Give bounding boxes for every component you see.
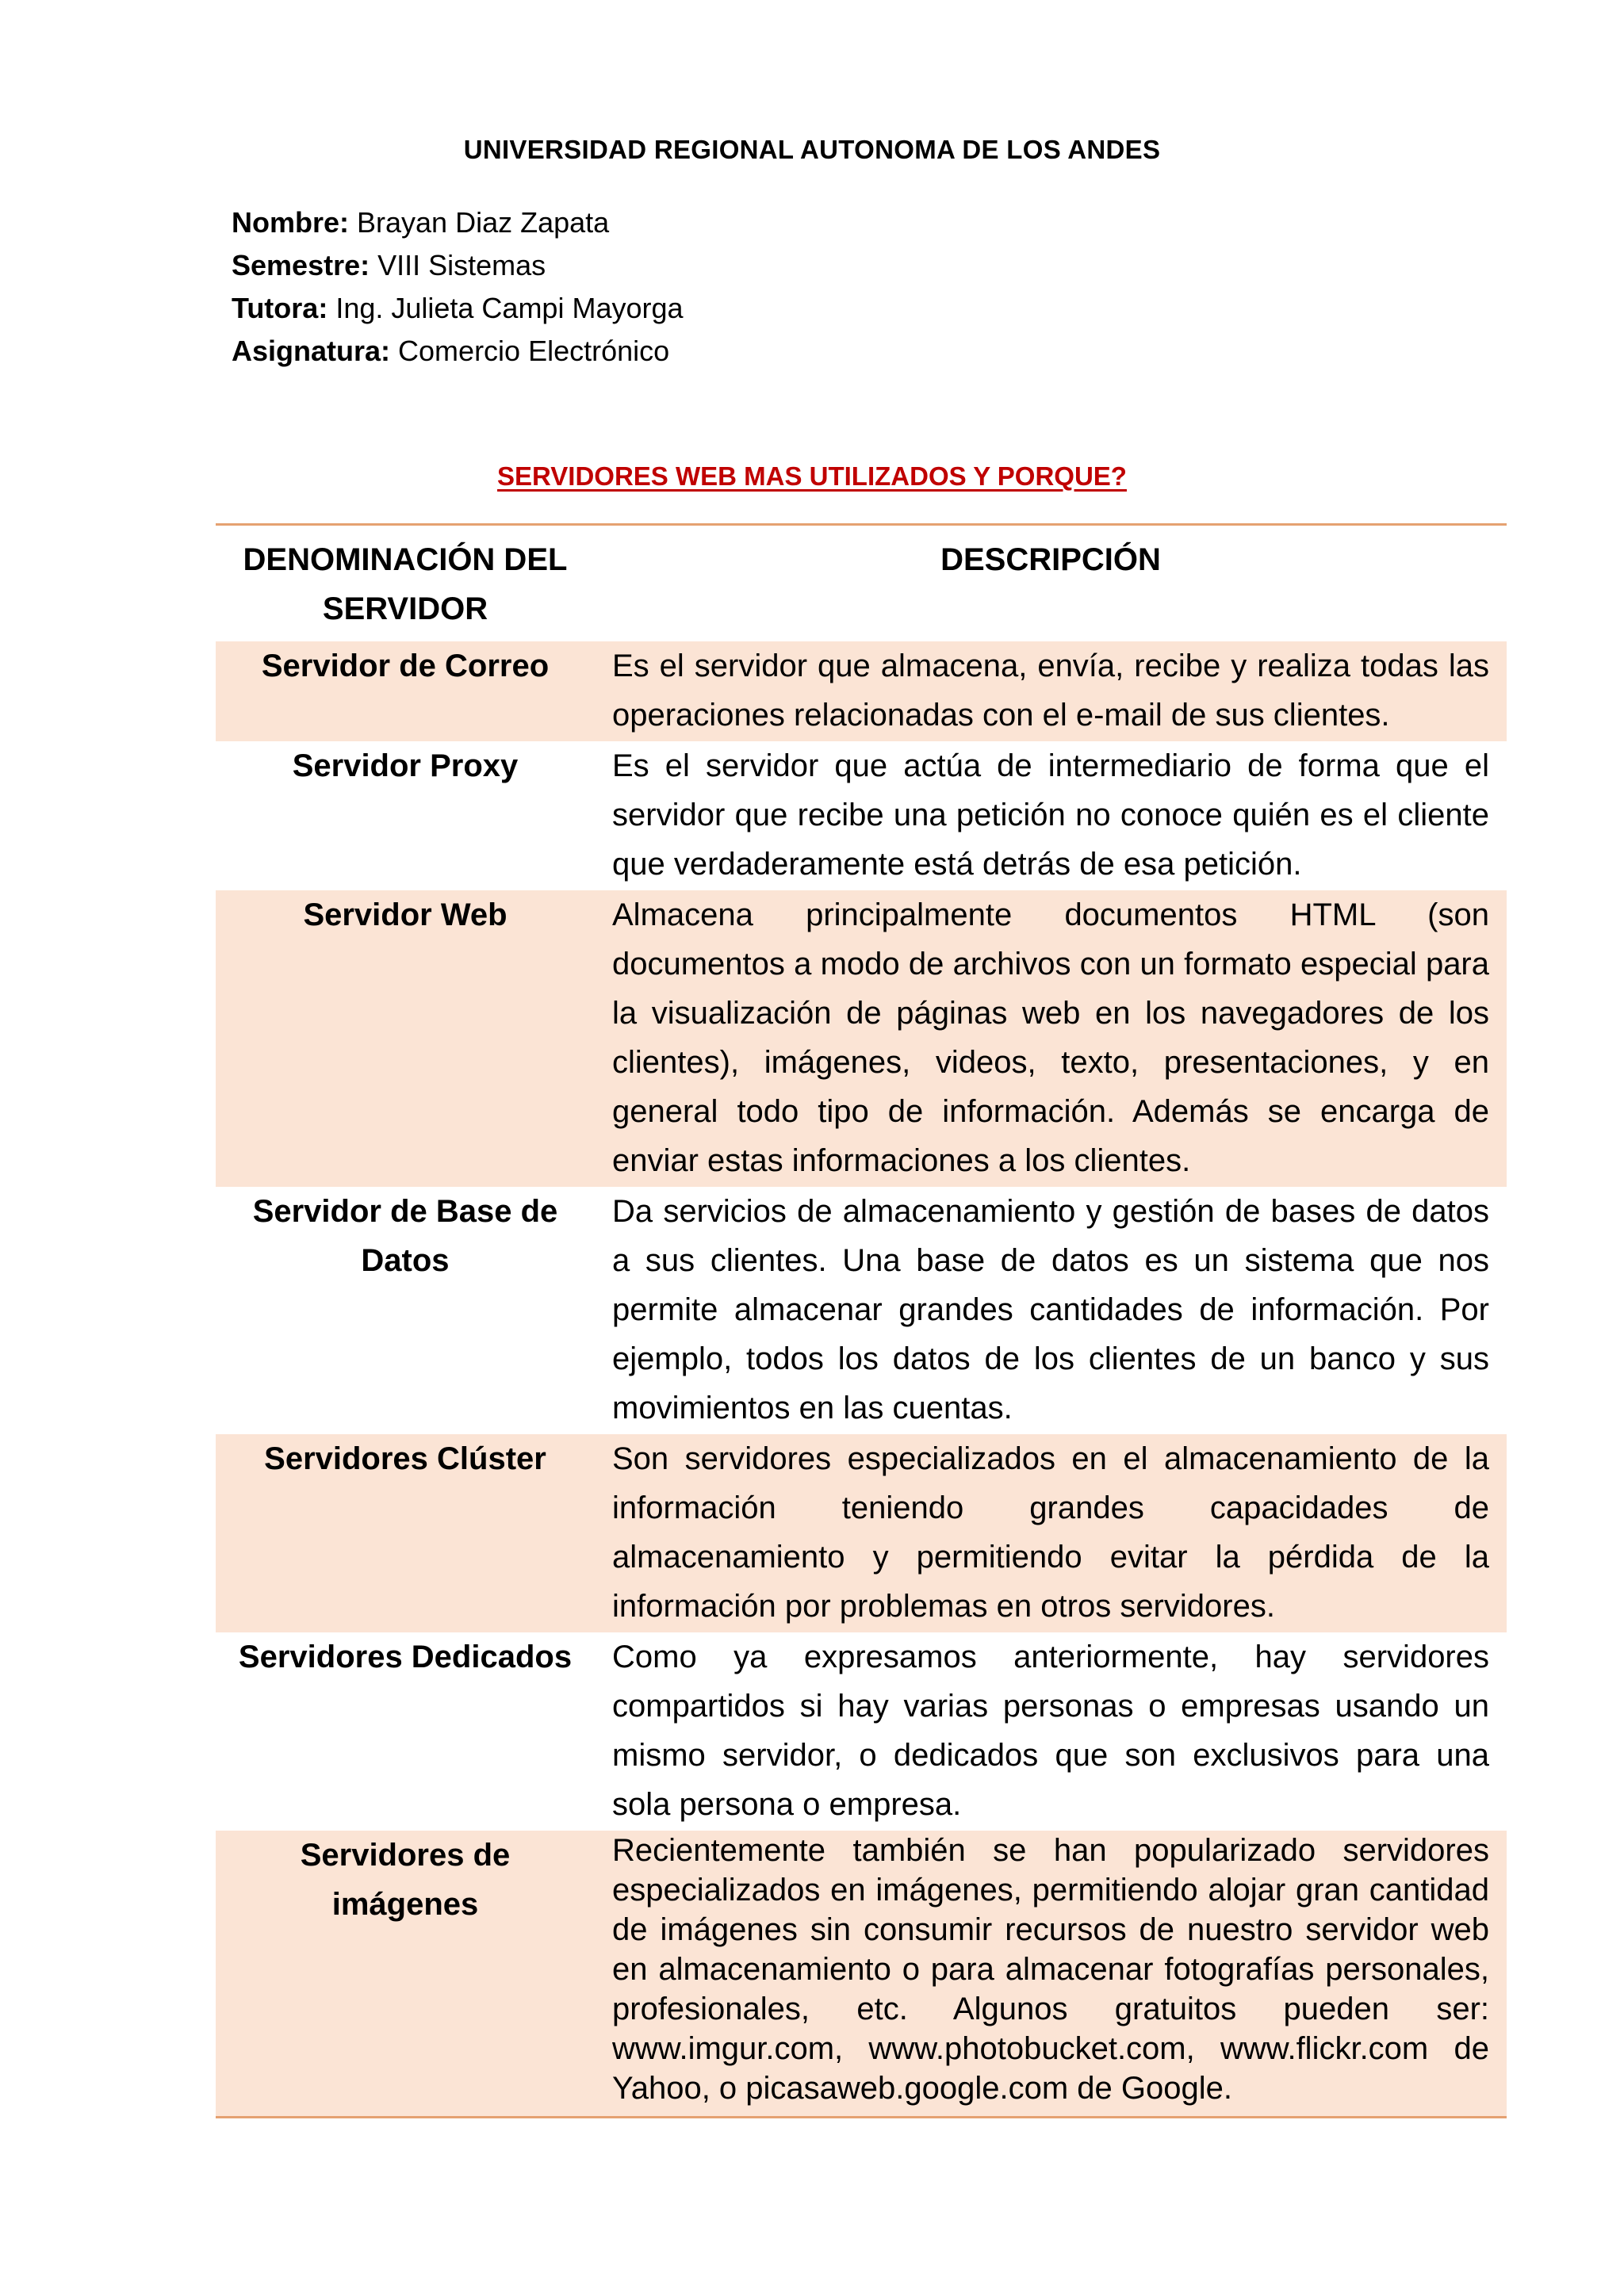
header-descripcion: DESCRIPCIÓN	[595, 525, 1507, 642]
info-asignatura	[232, 330, 684, 373]
student-info	[232, 201, 684, 373]
info-value: Comercio Electrónico	[390, 335, 670, 367]
server-name: Servidores Clúster	[216, 1434, 595, 1632]
server-description: Almacena principalmente documentos HTML (son documentos a modo de archivos con un formato especial para la visualización de páginas web en los navegadores de los clientes), imágenes, videos, texto, presentaciones, y en general todo tipo de información. Además se encarga de enviar estas informaciones a los clientes.	[595, 890, 1507, 1187]
info-label: Asignatura:	[232, 335, 391, 367]
table-row	[216, 641, 1507, 741]
table-row	[216, 890, 1507, 1187]
info-label: Tutora:	[232, 292, 328, 324]
info-value: Ing. Julieta Campi Mayorga	[327, 292, 684, 324]
header-denominacion: DENOMINACIÓN DEL SERVIDOR	[216, 525, 595, 642]
info-value: Brayan Diaz Zapata	[349, 206, 610, 239]
info-nombre	[232, 201, 684, 244]
info-tutora	[232, 287, 684, 330]
server-name: Servidores de imágenes	[216, 1831, 595, 2118]
table-row	[216, 1187, 1507, 1434]
server-description: Da servicios de almacenamiento y gestión de bases de datos a sus clientes. Una base de datos es un sistema que nos permite almacenar grandes cantidades de información. Por ejemplo, todos los datos de los clientes de un banco y sus movimientos en las cuentas.	[612, 1194, 1489, 1425]
server-description: Es el servidor que actúa de intermediario de forma que el servidor que recibe una petición no conoce quién es el cliente que verdaderamente está detrás de esa petición.	[612, 748, 1489, 882]
server-name: Servidor de Correo	[216, 641, 595, 741]
server-name: Servidores Dedicados	[238, 1640, 573, 1674]
server-description: Son servidores especializados en el almacenamiento de la información teniendo grandes capacidades de almacenamiento y permitiendo evitar la pérdida de la información por problemas en otros servidores.	[595, 1434, 1507, 1632]
table-row	[216, 1632, 1507, 1831]
info-label: Nombre:	[232, 206, 350, 239]
server-name: Servidor Proxy	[292, 748, 519, 783]
table-row	[216, 741, 1507, 890]
server-name: Servidor de Base de Datos	[252, 1194, 558, 1278]
info-value: VIII Sistemas	[370, 249, 546, 281]
server-description: Es el servidor que almacena, envía, recibe y realiza todas las operaciones relacionadas con el e-mail de sus clientes.	[595, 641, 1507, 741]
document-title: SERVIDORES WEB MAS UTILIZADOS Y PORQUE?	[497, 461, 1127, 491]
info-label: Semestre:	[232, 249, 370, 281]
table-row	[216, 1831, 1507, 2118]
info-semestre	[232, 244, 684, 287]
table-header-row	[216, 525, 1507, 642]
table-row	[216, 1434, 1507, 1632]
server-description: Recientemente también se han popularizado servidores especializados en imágenes, permitiendo alojar gran cantidad de imágenes sin consumir recursos de nuestro servidor web en almacenamiento o para almacenar fotografías personales, profesionales, etc. Algunos gratuitos pueden ser: www.imgur.com, www.photobucket.com, www.flickr.com de Yahoo, o picasaweb.google.com de Google.	[595, 1831, 1507, 2118]
server-name: Servidor Web	[216, 890, 595, 1187]
server-description: Como ya expresamos anteriormente, hay servidores compartidos si hay varias personas o empresas usando un mismo servidor, o dedicados que son exclusivos para una sola persona o empresa.	[612, 1640, 1489, 1822]
university-title: UNIVERSIDAD REGIONAL AUTONOMA DE LOS ANDES	[463, 135, 1161, 164]
servers-table	[216, 523, 1507, 2118]
